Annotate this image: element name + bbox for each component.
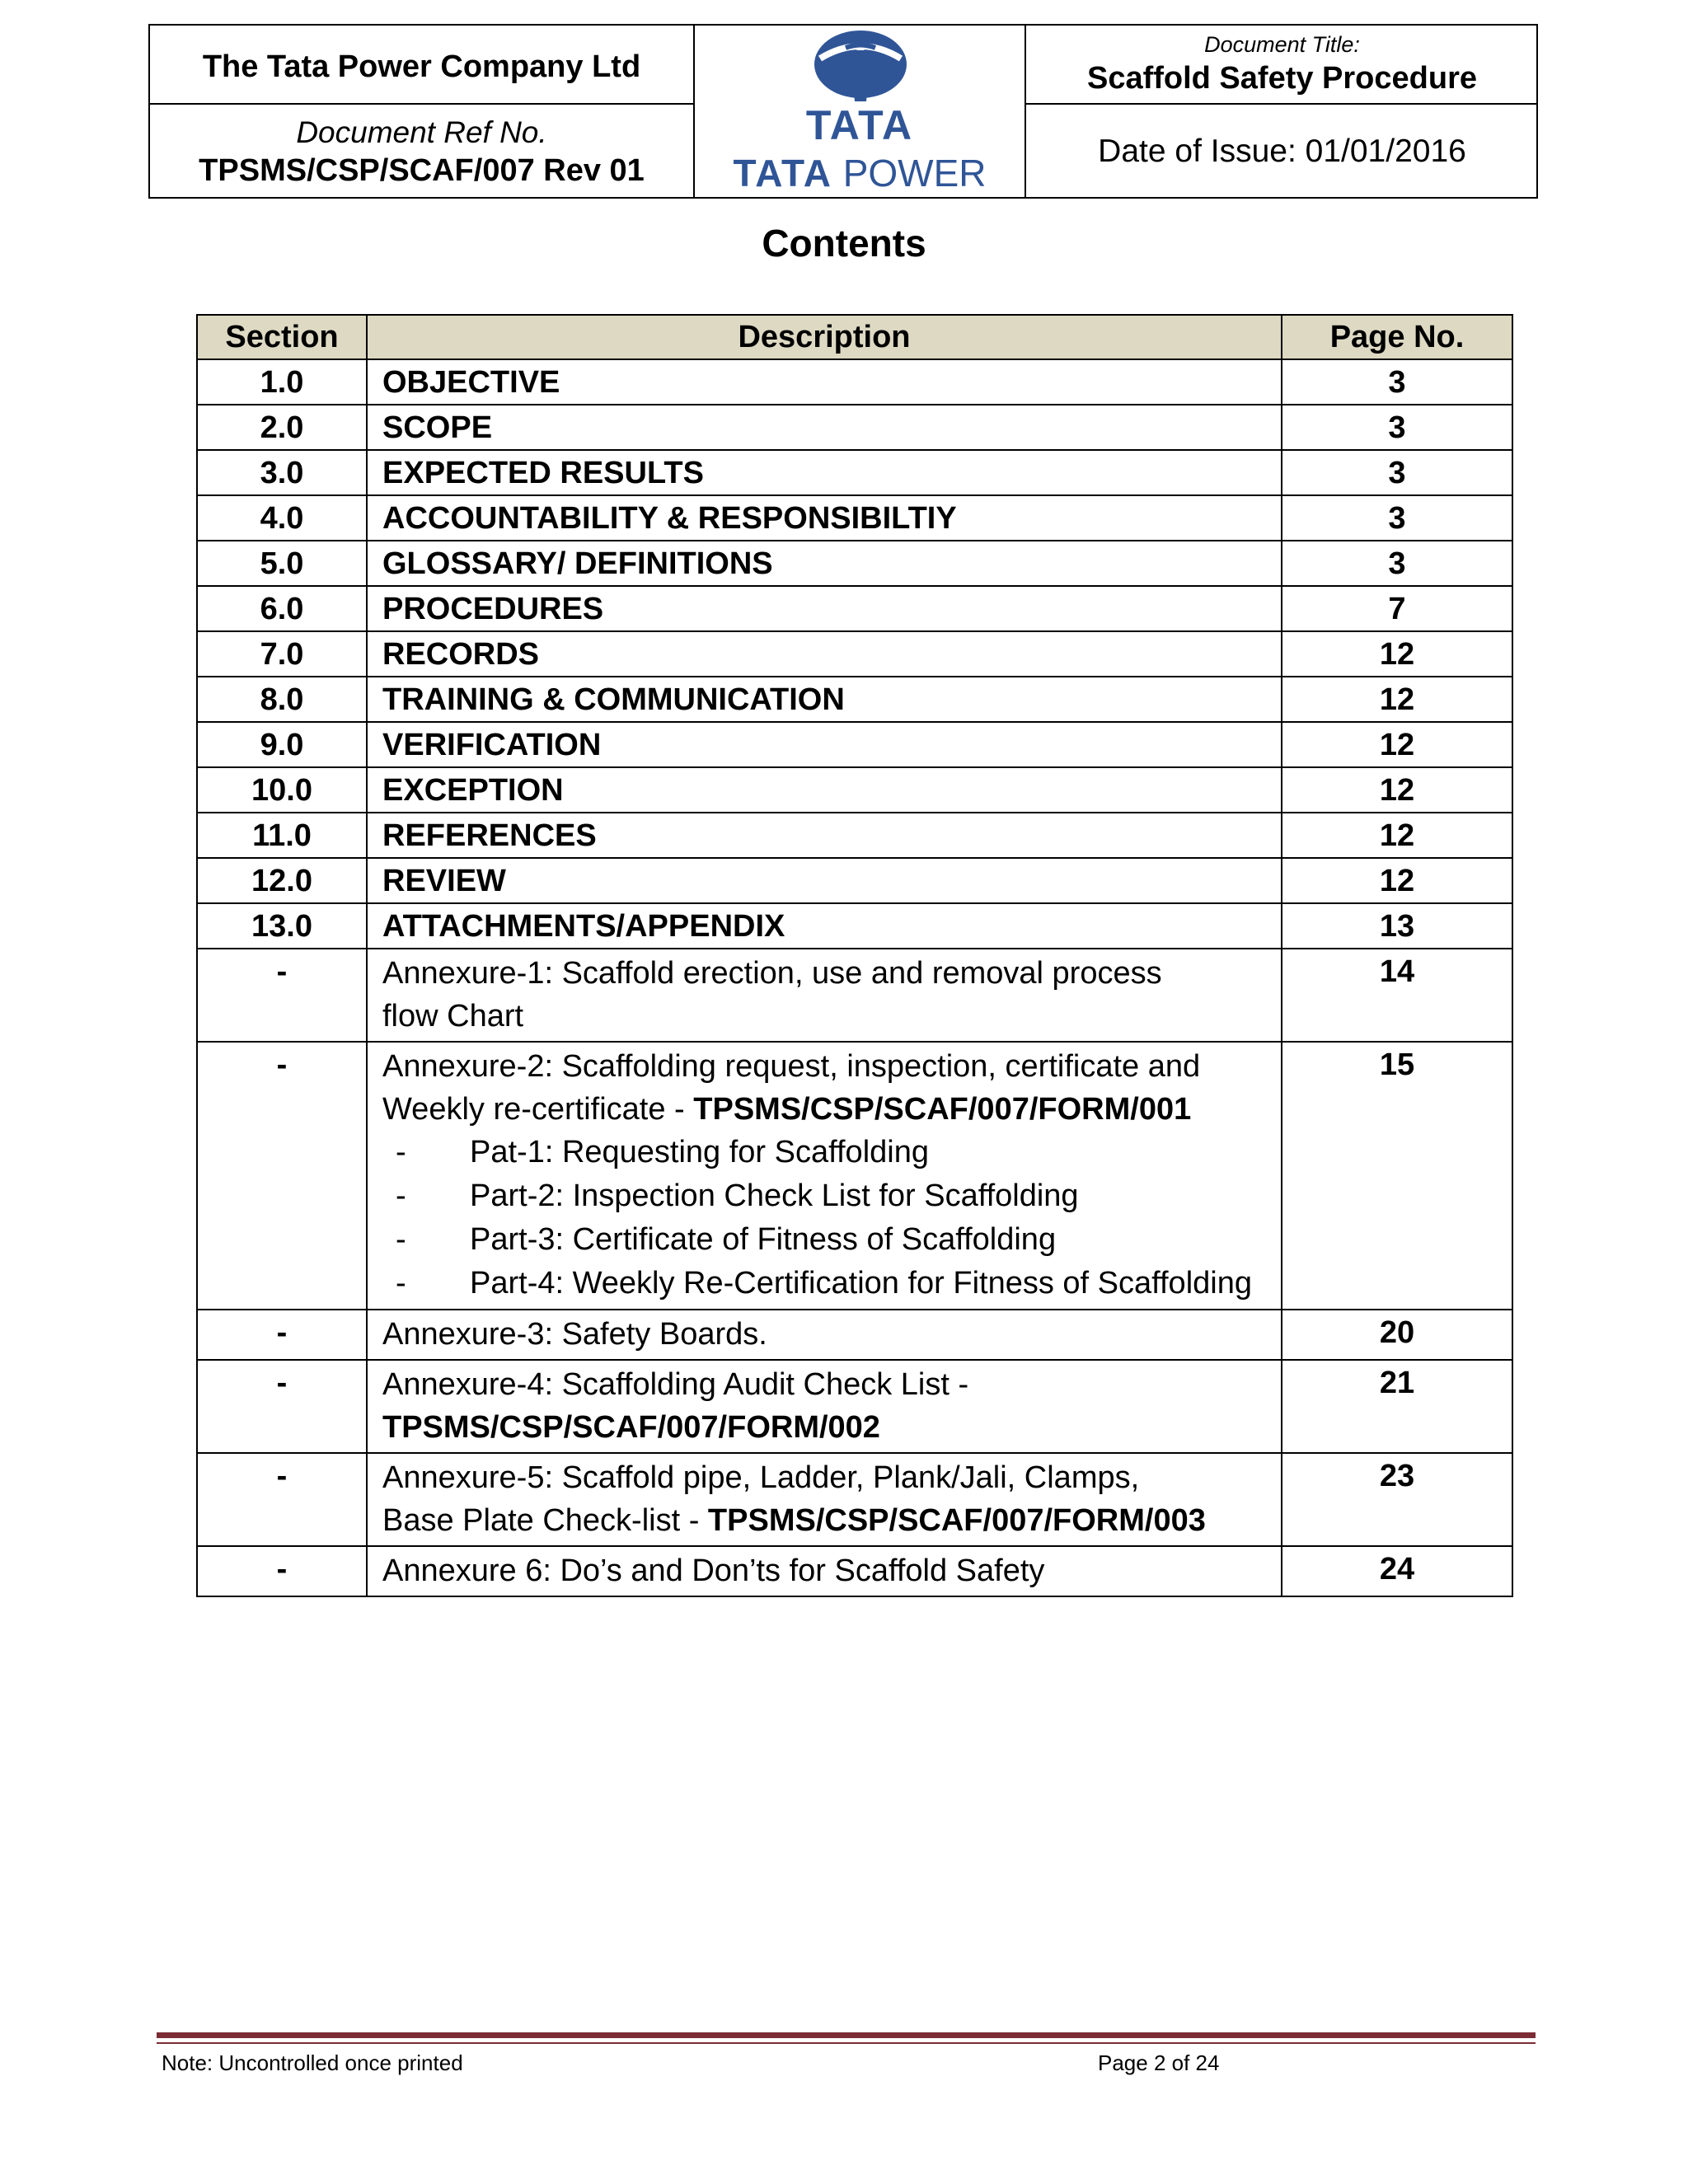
annexure-line: flow Chart [382, 999, 524, 1033]
date-of-issue: Date of Issue: 01/01/2016 [1098, 134, 1466, 169]
page-number: 14 [1282, 949, 1512, 1042]
table-row [197, 677, 1512, 722]
table-row [197, 813, 1512, 858]
section-number: 8.0 [197, 677, 367, 722]
sub-item [382, 1262, 1281, 1305]
annexure-line: Annexure-3: Safety Boards. [382, 1317, 767, 1352]
doc-ref-label: Document Ref No. [296, 115, 547, 149]
annexure-line: Annexure-5: Scaffold pipe, Ladder, Plank/Jali, Clamps, [382, 1460, 1140, 1495]
annexure-dash: - [197, 949, 367, 1042]
table-row [197, 903, 1512, 949]
sub-item-dash: - [396, 1266, 406, 1301]
footer-note: Note: Uncontrolled once printed [162, 2050, 463, 2075]
annexure-row [197, 949, 1512, 1042]
sub-item-text: Part-2: Inspection Check List for Scaffolding [470, 1179, 1079, 1213]
annexure-line-prefix: Weekly re-certificate - [382, 1092, 694, 1127]
tata-emblem-icon [695, 26, 1026, 108]
annexure-line: Annexure 6: Do’s and Don’ts for Scaffold Safety [382, 1554, 1045, 1588]
annexure-dash: - [197, 1042, 367, 1310]
section-title: PROCEDURES [367, 586, 1282, 631]
sub-item-dash: - [396, 1179, 406, 1213]
tata-logo [695, 26, 1026, 199]
section-column-header: Section [197, 315, 367, 359]
table-row [197, 405, 1512, 450]
page-number: 3 [1282, 541, 1512, 586]
page-number: 3 [1282, 405, 1512, 450]
table-row [197, 586, 1512, 631]
section-number: 5.0 [197, 541, 367, 586]
page-number: 12 [1282, 631, 1512, 677]
footer-divider [157, 2032, 1536, 2038]
form-code: TPSMS/CSP/SCAF/007/FORM/001 [693, 1092, 1192, 1127]
section-title: OBJECTIVE [367, 359, 1282, 405]
annexure-dash: - [197, 1310, 367, 1360]
page-number: 12 [1282, 767, 1512, 813]
sub-item-text: Part-4: Weekly Re-Certification for Fitness of Scaffolding [470, 1266, 1252, 1301]
section-number: 3.0 [197, 450, 367, 495]
section-title: RECORDS [367, 631, 1282, 677]
annexure-line: Annexure-4: Scaffolding Audit Check List - [382, 1367, 969, 1402]
form-code: TPSMS/CSP/SCAF/007/FORM/002 [382, 1410, 880, 1445]
logo-text-tata: TATA [805, 102, 914, 148]
sub-item-text: Pat-1: Requesting for Scaffolding [470, 1135, 929, 1169]
annexure-row [197, 1546, 1512, 1596]
table-header-row [197, 315, 1512, 359]
annexure-description [367, 1453, 1282, 1546]
page-number: 24 [1282, 1546, 1512, 1596]
sub-item [382, 1174, 1281, 1218]
annexure-row [197, 1310, 1512, 1360]
annexure-description [367, 1546, 1282, 1596]
section-title: EXPECTED RESULTS [367, 450, 1282, 495]
table-row [197, 631, 1512, 677]
annexure-description [367, 1310, 1282, 1360]
logo-text-power: POWER [842, 152, 987, 194]
logo-text-tata-bold: TATA [733, 152, 832, 194]
annexure-dash: - [197, 1453, 367, 1546]
page-number: 12 [1282, 858, 1512, 903]
sub-item-dash: - [396, 1222, 406, 1257]
company-name: The Tata Power Company Ltd [150, 26, 695, 105]
page-number: 21 [1282, 1360, 1512, 1453]
page-number: 15 [1282, 1042, 1512, 1310]
annexure-line: Annexure-2: Scaffolding request, inspection, certificate and [382, 1049, 1201, 1084]
section-number: 4.0 [197, 495, 367, 541]
table-row [197, 767, 1512, 813]
table-row [197, 722, 1512, 767]
section-number: 7.0 [197, 631, 367, 677]
annexure-line [382, 1499, 1281, 1542]
section-title: TRAINING & COMMUNICATION [367, 677, 1282, 722]
doc-ref-value: TPSMS/CSP/SCAF/007 Rev 01 [199, 153, 645, 188]
table-row [197, 450, 1512, 495]
section-title: REVIEW [367, 858, 1282, 903]
section-number: 1.0 [197, 359, 367, 405]
section-title: VERIFICATION [367, 722, 1282, 767]
section-title: EXCEPTION [367, 767, 1282, 813]
annexure-row [197, 1453, 1512, 1546]
logo-text-tata-power [695, 151, 1025, 195]
table-row [197, 541, 1512, 586]
document-header [148, 24, 1538, 199]
section-number: 6.0 [197, 586, 367, 631]
doc-title-label: Document Title: [1204, 32, 1360, 57]
page-number: 7 [1282, 586, 1512, 631]
section-number: 9.0 [197, 722, 367, 767]
doc-title-cell [1026, 26, 1538, 105]
form-code: TPSMS/CSP/SCAF/007/FORM/003 [707, 1503, 1206, 1538]
annexure-dash: - [197, 1360, 367, 1453]
sub-item [382, 1131, 1281, 1174]
annexure-description [367, 949, 1282, 1042]
table-row [197, 495, 1512, 541]
annexure-sublist [382, 1131, 1281, 1305]
page-number: 3 [1282, 359, 1512, 405]
contents-table [196, 314, 1513, 1597]
page-number: 20 [1282, 1310, 1512, 1360]
sub-item [382, 1218, 1281, 1262]
sub-item-dash: - [396, 1135, 406, 1169]
footer-divider-thin [157, 2042, 1536, 2044]
table-row [197, 359, 1512, 405]
page-number: 12 [1282, 813, 1512, 858]
description-column-header: Description [367, 315, 1282, 359]
annexure-line-prefix: Base Plate Check-list - [382, 1503, 708, 1538]
annexure-row [197, 1360, 1512, 1453]
section-number: 11.0 [197, 813, 367, 858]
section-title: SCOPE [367, 405, 1282, 450]
annexure-line: Annexure-1: Scaffold erection, use and removal process [382, 956, 1162, 991]
contents-heading: Contents [762, 222, 926, 265]
doc-ref-cell [150, 105, 695, 199]
annexure-description [367, 1360, 1282, 1453]
sub-item-text: Part-3: Certificate of Fitness of Scaffolding [470, 1222, 1057, 1257]
page-number: 12 [1282, 722, 1512, 767]
doc-title-value: Scaffold Safety Procedure [1086, 61, 1478, 96]
page-number: 23 [1282, 1453, 1512, 1546]
section-title: GLOSSARY/ DEFINITIONS [367, 541, 1282, 586]
page-number: 3 [1282, 450, 1512, 495]
section-title: ATTACHMENTS/APPENDIX [367, 903, 1282, 949]
page-number: 13 [1282, 903, 1512, 949]
footer-page-number: Page 2 of 24 [1098, 2050, 1220, 2075]
section-number: 2.0 [197, 405, 367, 450]
annexure-dash: - [197, 1546, 367, 1596]
page-number: 12 [1282, 677, 1512, 722]
section-title: ACCOUNTABILITY & RESPONSIBILTIY [367, 495, 1282, 541]
section-title: REFERENCES [367, 813, 1282, 858]
annexure-description [367, 1042, 1282, 1310]
annexure-line [382, 1088, 1281, 1131]
annexure-row [197, 1042, 1512, 1310]
page-number: 3 [1282, 495, 1512, 541]
page-column-header: Page No. [1282, 315, 1512, 359]
section-number: 13.0 [197, 903, 367, 949]
table-row [197, 858, 1512, 903]
section-number: 12.0 [197, 858, 367, 903]
section-number: 10.0 [197, 767, 367, 813]
